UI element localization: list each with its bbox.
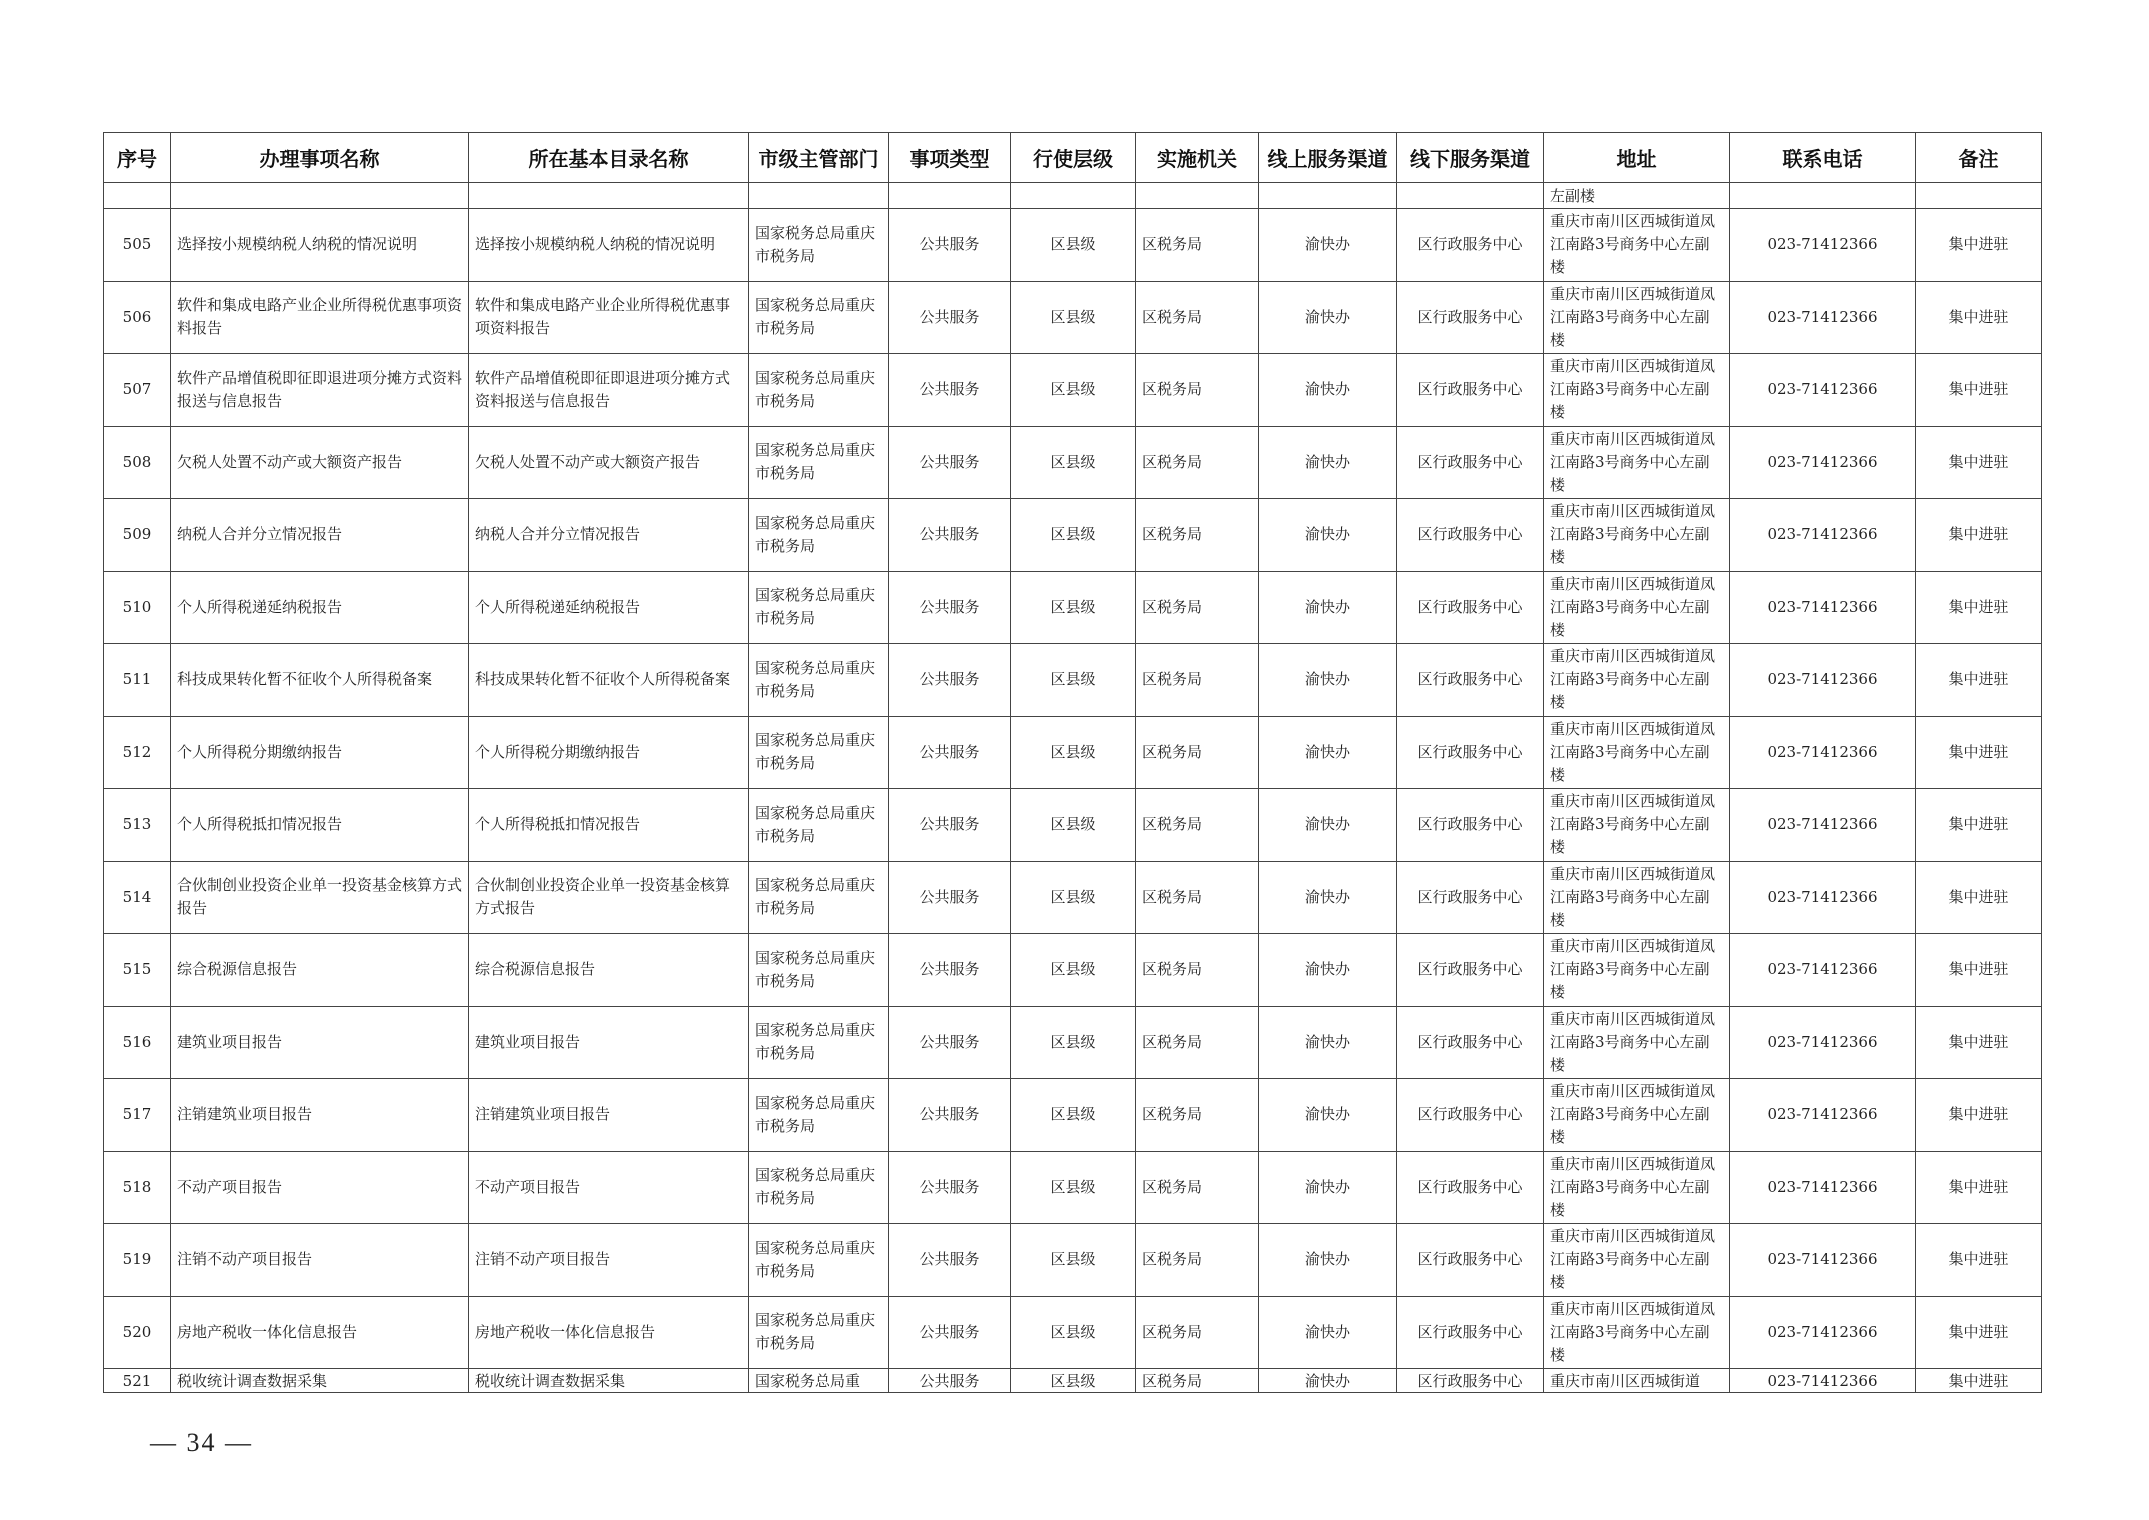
cell-level: 区县级 [1011,209,1136,282]
cell-level: 区县级 [1011,1224,1136,1297]
cell-agency: 区税务局 [1136,1296,1259,1369]
cell-department: 国家税务总局重庆市税务局 [749,209,889,282]
cell-offline-channel: 区行政服务中心 [1397,426,1544,499]
cell-department: 国家税务总局重庆市税务局 [749,1079,889,1152]
cell-department: 国家税务总局重庆市税务局 [749,426,889,499]
cell-online-channel: 渝快办 [1259,1224,1397,1297]
col-header-remark: 备注 [1916,133,2042,183]
col-header-no: 序号 [104,133,171,183]
cell-remark: 集中进驻 [1916,499,2042,572]
cell-remark: 集中进驻 [1916,1369,2042,1393]
cell-address: 重庆市南川区西城街道凤江南路3号商务中心左副楼 [1544,571,1730,644]
cell-agency: 区税务局 [1136,644,1259,717]
cell-item-type: 公共服务 [889,1006,1011,1079]
cell-online-channel: 渝快办 [1259,1369,1397,1393]
cell-remark: 集中进驻 [1916,934,2042,1007]
table-row [104,426,2042,499]
cell-catalog-name: 软件和集成电路产业企业所得税优惠事项资料报告 [469,281,749,354]
cell-no: 514 [104,861,171,934]
cell-address: 重庆市南川区西城街道凤江南路3号商务中心左副楼 [1544,1224,1730,1297]
col-header-offline-channel: 线下服务渠道 [1397,133,1544,183]
cell-item-name: 不动产项目报告 [171,1151,469,1224]
cell-no: 505 [104,209,171,282]
cell-remark: 集中进驻 [1916,1224,2042,1297]
cell-remark: 集中进驻 [1916,1296,2042,1369]
cell-phone: 023-71412366 [1730,1224,1916,1297]
cell-catalog-name: 合伙制创业投资企业单一投资基金核算方式报告 [469,861,749,934]
cell-online-channel: 渝快办 [1259,789,1397,862]
cell-item-name: 个人所得税抵扣情况报告 [171,789,469,862]
cell-offline-channel: 区行政服务中心 [1397,1151,1544,1224]
cell-level: 区县级 [1011,354,1136,427]
cell-item-type: 公共服务 [889,1296,1011,1369]
cell-online-channel: 渝快办 [1259,281,1397,354]
cell-no: 510 [104,571,171,644]
cell-item-name: 软件产品增值税即征即退进项分摊方式资料报送与信息报告 [171,354,469,427]
cell-phone: 023-71412366 [1730,861,1916,934]
cell-level: 区县级 [1011,789,1136,862]
cell-phone: 023-71412366 [1730,209,1916,282]
cell-level: 区县级 [1011,426,1136,499]
cell-department: 国家税务总局重庆市税务局 [749,1006,889,1079]
cell-online-channel: 渝快办 [1259,499,1397,572]
cell-online-channel: 渝快办 [1259,1079,1397,1152]
cell-catalog-name: 选择按小规模纳税人纳税的情况说明 [469,209,749,282]
cell-item-name: 选择按小规模纳税人纳税的情况说明 [171,209,469,282]
cell-item-type: 公共服务 [889,716,1011,789]
cell-online-channel: 渝快办 [1259,644,1397,717]
cell-department: 国家税务总局重庆市税务局 [749,861,889,934]
cell-item-type: 公共服务 [889,861,1011,934]
cell-address: 重庆市南川区西城街道凤江南路3号商务中心左副楼 [1544,499,1730,572]
table-row [104,1151,2042,1224]
cell-department: 国家税务总局重 [749,1369,889,1393]
cell-address: 重庆市南川区西城街道凤江南路3号商务中心左副楼 [1544,354,1730,427]
cell-address: 重庆市南川区西城街道凤江南路3号商务中心左副楼 [1544,281,1730,354]
cell-agency: 区税务局 [1136,209,1259,282]
table-row [104,644,2042,717]
cell-catalog-name: 欠税人处置不动产或大额资产报告 [469,426,749,499]
col-header-level: 行使层级 [1011,133,1136,183]
cell-level: 区县级 [1011,1296,1136,1369]
cell-department: 国家税务总局重庆市税务局 [749,571,889,644]
cell-level: 区县级 [1011,934,1136,1007]
cell-offline-channel: 区行政服务中心 [1397,789,1544,862]
cell-item-type: 公共服务 [889,354,1011,427]
cell-offline-channel: 区行政服务中心 [1397,716,1544,789]
cell-phone: 023-71412366 [1730,1296,1916,1369]
cell-agency: 区税务局 [1136,354,1259,427]
cell-phone: 023-71412366 [1730,1369,1916,1393]
cell-phone: 023-71412366 [1730,499,1916,572]
service-items-table [103,132,2042,1393]
cell-department: 国家税务总局重庆市税务局 [749,1296,889,1369]
cell-item-name: 科技成果转化暂不征收个人所得税备案 [171,644,469,717]
cell-agency: 区税务局 [1136,861,1259,934]
col-header-online-channel: 线上服务渠道 [1259,133,1397,183]
cell-offline-channel: 区行政服务中心 [1397,354,1544,427]
cell-phone: 023-71412366 [1730,426,1916,499]
cell-catalog-name: 个人所得税分期缴纳报告 [469,716,749,789]
cell-agency: 区税务局 [1136,571,1259,644]
cell-offline-channel: 区行政服务中心 [1397,1296,1544,1369]
cell-offline-channel: 区行政服务中心 [1397,1224,1544,1297]
cell-agency: 区税务局 [1136,426,1259,499]
table-row [104,789,2042,862]
cell-online-channel: 渝快办 [1259,1296,1397,1369]
cell-item-type: 公共服务 [889,1151,1011,1224]
cell-catalog-name: 税收统计调查数据采集 [469,1369,749,1393]
cell-online-channel: 渝快办 [1259,934,1397,1007]
cell-no: 521 [104,1369,171,1393]
cell-item-name: 注销建筑业项目报告 [171,1079,469,1152]
cell-department: 国家税务总局重庆市税务局 [749,934,889,1007]
cell-offline-channel: 区行政服务中心 [1397,571,1544,644]
cell-offline-channel: 区行政服务中心 [1397,281,1544,354]
cell-department: 国家税务总局重庆市税务局 [749,499,889,572]
col-header-catalog-name: 所在基本目录名称 [469,133,749,183]
cell-department: 国家税务总局重庆市税务局 [749,281,889,354]
cell-level: 区县级 [1011,1151,1136,1224]
cell-catalog-name: 房地产税收一体化信息报告 [469,1296,749,1369]
table-row [104,1224,2042,1297]
cell-no: 515 [104,934,171,1007]
cell-item-name: 综合税源信息报告 [171,934,469,1007]
cell-item-type: 公共服务 [889,1079,1011,1152]
cell-department: 国家税务总局重庆市税务局 [749,716,889,789]
cell-offline-channel: 区行政服务中心 [1397,1369,1544,1393]
header-row [104,133,2042,183]
cell-agency: 区税务局 [1136,1369,1259,1393]
cell-item-name: 欠税人处置不动产或大额资产报告 [171,426,469,499]
cell-department: 国家税务总局重庆市税务局 [749,789,889,862]
cell-item-type: 公共服务 [889,934,1011,1007]
cell-catalog-name: 软件产品增值税即征即退进项分摊方式资料报送与信息报告 [469,354,749,427]
cell-remark: 集中进驻 [1916,644,2042,717]
cell-department: 国家税务总局重庆市税务局 [749,354,889,427]
cell-catalog-name: 建筑业项目报告 [469,1006,749,1079]
cell-catalog-name: 注销建筑业项目报告 [469,1079,749,1152]
cell-item-type: 公共服务 [889,1369,1011,1393]
cell-item-type: 公共服务 [889,1224,1011,1297]
cell-no: 507 [104,354,171,427]
table-row [104,499,2042,572]
cell-remark: 集中进驻 [1916,426,2042,499]
cell-address: 重庆市南川区西城街道凤江南路3号商务中心左副楼 [1544,1296,1730,1369]
cell-phone: 023-71412366 [1730,789,1916,862]
cell-address: 重庆市南川区西城街道凤江南路3号商务中心左副楼 [1544,426,1730,499]
cell-remark: 集中进驻 [1916,354,2042,427]
cell-remark: 集中进驻 [1916,571,2042,644]
cell-address: 重庆市南川区西城街道凤江南路3号商务中心左副楼 [1544,209,1730,282]
cell-address: 重庆市南川区西城街道凤江南路3号商务中心左副楼 [1544,789,1730,862]
cell-item-name: 税收统计调查数据采集 [171,1369,469,1393]
cell-agency: 区税务局 [1136,1224,1259,1297]
cell-no: 519 [104,1224,171,1297]
cell-item-name: 软件和集成电路产业企业所得税优惠事项资料报告 [171,281,469,354]
cell-address: 重庆市南川区西城街道凤江南路3号商务中心左副楼 [1544,644,1730,717]
cell-offline-channel: 区行政服务中心 [1397,209,1544,282]
cell-phone: 023-71412366 [1730,934,1916,1007]
col-header-department: 市级主管部门 [749,133,889,183]
table-row [104,209,2042,282]
page-number: — 34 — [150,1428,253,1457]
cell-phone: 023-71412366 [1730,1079,1916,1152]
cell-no: 516 [104,1006,171,1079]
cell-agency: 区税务局 [1136,789,1259,862]
cell-address: 重庆市南川区西城街道凤江南路3号商务中心左副楼 [1544,861,1730,934]
cell-remark: 集中进驻 [1916,861,2042,934]
cell-online-channel: 渝快办 [1259,354,1397,427]
continuation-row [104,183,2042,209]
cell-level: 区县级 [1011,499,1136,572]
cell-remark: 集中进驻 [1916,1151,2042,1224]
cell-agency: 区税务局 [1136,1079,1259,1152]
cell-phone: 023-71412366 [1730,644,1916,717]
table-row [104,281,2042,354]
cell-level: 区县级 [1011,1006,1136,1079]
cell-level: 区县级 [1011,716,1136,789]
cell-online-channel: 渝快办 [1259,209,1397,282]
cell-item-type: 公共服务 [889,571,1011,644]
cell-remark: 集中进驻 [1916,789,2042,862]
cell-address: 重庆市南川区西城街道凤江南路3号商务中心左副楼 [1544,1006,1730,1079]
cell-department: 国家税务总局重庆市税务局 [749,1151,889,1224]
cell-no: 511 [104,644,171,717]
table-row [104,861,2042,934]
cell-no: 506 [104,281,171,354]
cell-remark: 集中进驻 [1916,209,2042,282]
cell-no: 509 [104,499,171,572]
cell-catalog-name: 注销不动产项目报告 [469,1224,749,1297]
col-header-item-type: 事项类型 [889,133,1011,183]
cell-address: 重庆市南川区西城街道凤江南路3号商务中心左副楼 [1544,716,1730,789]
cell-remark: 集中进驻 [1916,1079,2042,1152]
table-row [104,1006,2042,1079]
cell-agency: 区税务局 [1136,934,1259,1007]
table-row [104,571,2042,644]
cell-no: 508 [104,426,171,499]
cell-offline-channel: 区行政服务中心 [1397,861,1544,934]
cell-agency: 区税务局 [1136,1006,1259,1079]
cell-item-type: 公共服务 [889,281,1011,354]
col-header-phone: 联系电话 [1730,133,1916,183]
table-row [104,1079,2042,1152]
cell-level: 区县级 [1011,1079,1136,1152]
table-row [104,934,2042,1007]
cell-no: 518 [104,1151,171,1224]
cell-address: 重庆市南川区西城街道凤江南路3号商务中心左副楼 [1544,1151,1730,1224]
cell-agency: 区税务局 [1136,281,1259,354]
cell-online-channel: 渝快办 [1259,426,1397,499]
cell-no: 512 [104,716,171,789]
cell-offline-channel: 区行政服务中心 [1397,1006,1544,1079]
table-row [104,1369,2042,1393]
col-header-address: 地址 [1544,133,1730,183]
cell-offline-channel: 区行政服务中心 [1397,1079,1544,1152]
cell-catalog-name: 不动产项目报告 [469,1151,749,1224]
cell-online-channel: 渝快办 [1259,716,1397,789]
col-header-agency: 实施机关 [1136,133,1259,183]
cell-item-name: 个人所得税分期缴纳报告 [171,716,469,789]
cell-phone: 023-71412366 [1730,281,1916,354]
cell-online-channel: 渝快办 [1259,1151,1397,1224]
cell-remark: 集中进驻 [1916,1006,2042,1079]
cell-catalog-name: 个人所得税抵扣情况报告 [469,789,749,862]
cell-level: 区县级 [1011,281,1136,354]
table-row [104,1296,2042,1369]
cell-item-name: 合伙制创业投资企业单一投资基金核算方式报告 [171,861,469,934]
cell-remark: 集中进驻 [1916,281,2042,354]
cell-agency: 区税务局 [1136,716,1259,789]
cell-address: 重庆市南川区西城街道凤江南路3号商务中心左副楼 [1544,1079,1730,1152]
continuation-address: 左副楼 [1544,183,1730,209]
cell-online-channel: 渝快办 [1259,571,1397,644]
cell-item-type: 公共服务 [889,499,1011,572]
cell-offline-channel: 区行政服务中心 [1397,499,1544,572]
cell-item-name: 个人所得税递延纳税报告 [171,571,469,644]
cell-department: 国家税务总局重庆市税务局 [749,644,889,717]
cell-phone: 023-71412366 [1730,716,1916,789]
cell-item-type: 公共服务 [889,644,1011,717]
table-row [104,716,2042,789]
cell-online-channel: 渝快办 [1259,861,1397,934]
cell-phone: 023-71412366 [1730,354,1916,427]
cell-item-name: 房地产税收一体化信息报告 [171,1296,469,1369]
cell-phone: 023-71412366 [1730,1151,1916,1224]
cell-item-name: 建筑业项目报告 [171,1006,469,1079]
cell-catalog-name: 综合税源信息报告 [469,934,749,1007]
table-row [104,354,2042,427]
cell-offline-channel: 区行政服务中心 [1397,934,1544,1007]
cell-agency: 区税务局 [1136,499,1259,572]
cell-agency: 区税务局 [1136,1151,1259,1224]
cell-level: 区县级 [1011,644,1136,717]
cell-level: 区县级 [1011,861,1136,934]
cell-no: 517 [104,1079,171,1152]
cell-offline-channel: 区行政服务中心 [1397,644,1544,717]
cell-item-type: 公共服务 [889,426,1011,499]
cell-phone: 023-71412366 [1730,571,1916,644]
cell-catalog-name: 个人所得税递延纳税报告 [469,571,749,644]
col-header-item-name: 办理事项名称 [171,133,469,183]
cell-item-type: 公共服务 [889,789,1011,862]
cell-no: 520 [104,1296,171,1369]
cell-online-channel: 渝快办 [1259,1006,1397,1079]
cell-level: 区县级 [1011,571,1136,644]
cell-no: 513 [104,789,171,862]
cell-catalog-name: 科技成果转化暂不征收个人所得税备案 [469,644,749,717]
cell-address: 重庆市南川区西城街道 [1544,1369,1730,1393]
cell-item-name: 纳税人合并分立情况报告 [171,499,469,572]
cell-item-name: 注销不动产项目报告 [171,1224,469,1297]
cell-address: 重庆市南川区西城街道凤江南路3号商务中心左副楼 [1544,934,1730,1007]
cell-item-type: 公共服务 [889,209,1011,282]
cell-department: 国家税务总局重庆市税务局 [749,1224,889,1297]
cell-phone: 023-71412366 [1730,1006,1916,1079]
cell-level: 区县级 [1011,1369,1136,1393]
cell-catalog-name: 纳税人合并分立情况报告 [469,499,749,572]
cell-remark: 集中进驻 [1916,716,2042,789]
